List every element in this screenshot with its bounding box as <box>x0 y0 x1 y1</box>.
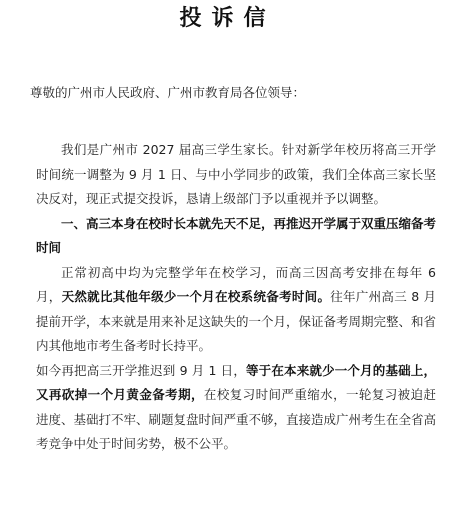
salutation: 尊敬的广州市人民政府、广州市教育局各位领导： <box>30 85 306 100</box>
paragraph-2 <box>36 261 436 359</box>
letter-body <box>36 138 436 457</box>
paragraph-3 <box>36 359 436 457</box>
section-1-heading: 一、高三本身在校时长本就先天不足，再推迟开学属于双重压缩备考时间 <box>36 215 437 255</box>
paragraph-3-text-1: 如今再把高三开学推迟到 9 月 1 日， <box>36 362 246 378</box>
paragraph-2-text-1: 正常初高中均为完整学年在校学习，而高三因高考安排在每年 6 月， <box>36 264 436 304</box>
paragraph-2-text-2: 往年广州高三 8 月提前开学，本来就是用来补足这缺失的一个月，保证备考周期完整、和省内其他地市考生备考时长持平。 <box>36 289 437 353</box>
paragraph-3-bold: 等于在本来就少一个月的基础上，又再砍掉一个月黄金备考期， <box>36 362 436 402</box>
letter-title: 投诉信 <box>179 6 276 31</box>
paragraph-3-text-2: 在校复习时间严重缩水，一轮复习被迫赶进度、基础打不牢、刷题复盘时间严重不够，直接造成广州考生在全省高考竞争中处于时间劣势，极不公平。 <box>36 387 437 451</box>
intro-paragraph: 我们是广州市 2027 届高三学生家长。针对新学年校历将高三开学时间统一调整为 9 月 1 日、与中小学同步的政策，我们全体高三家长坚决反对，现正式提交投诉，恳请上级部门予以重视并予以调整。 <box>36 142 436 206</box>
paragraph-2-bold: 天然就比其他年级少一个月在校系统备考时间。 <box>61 289 331 304</box>
